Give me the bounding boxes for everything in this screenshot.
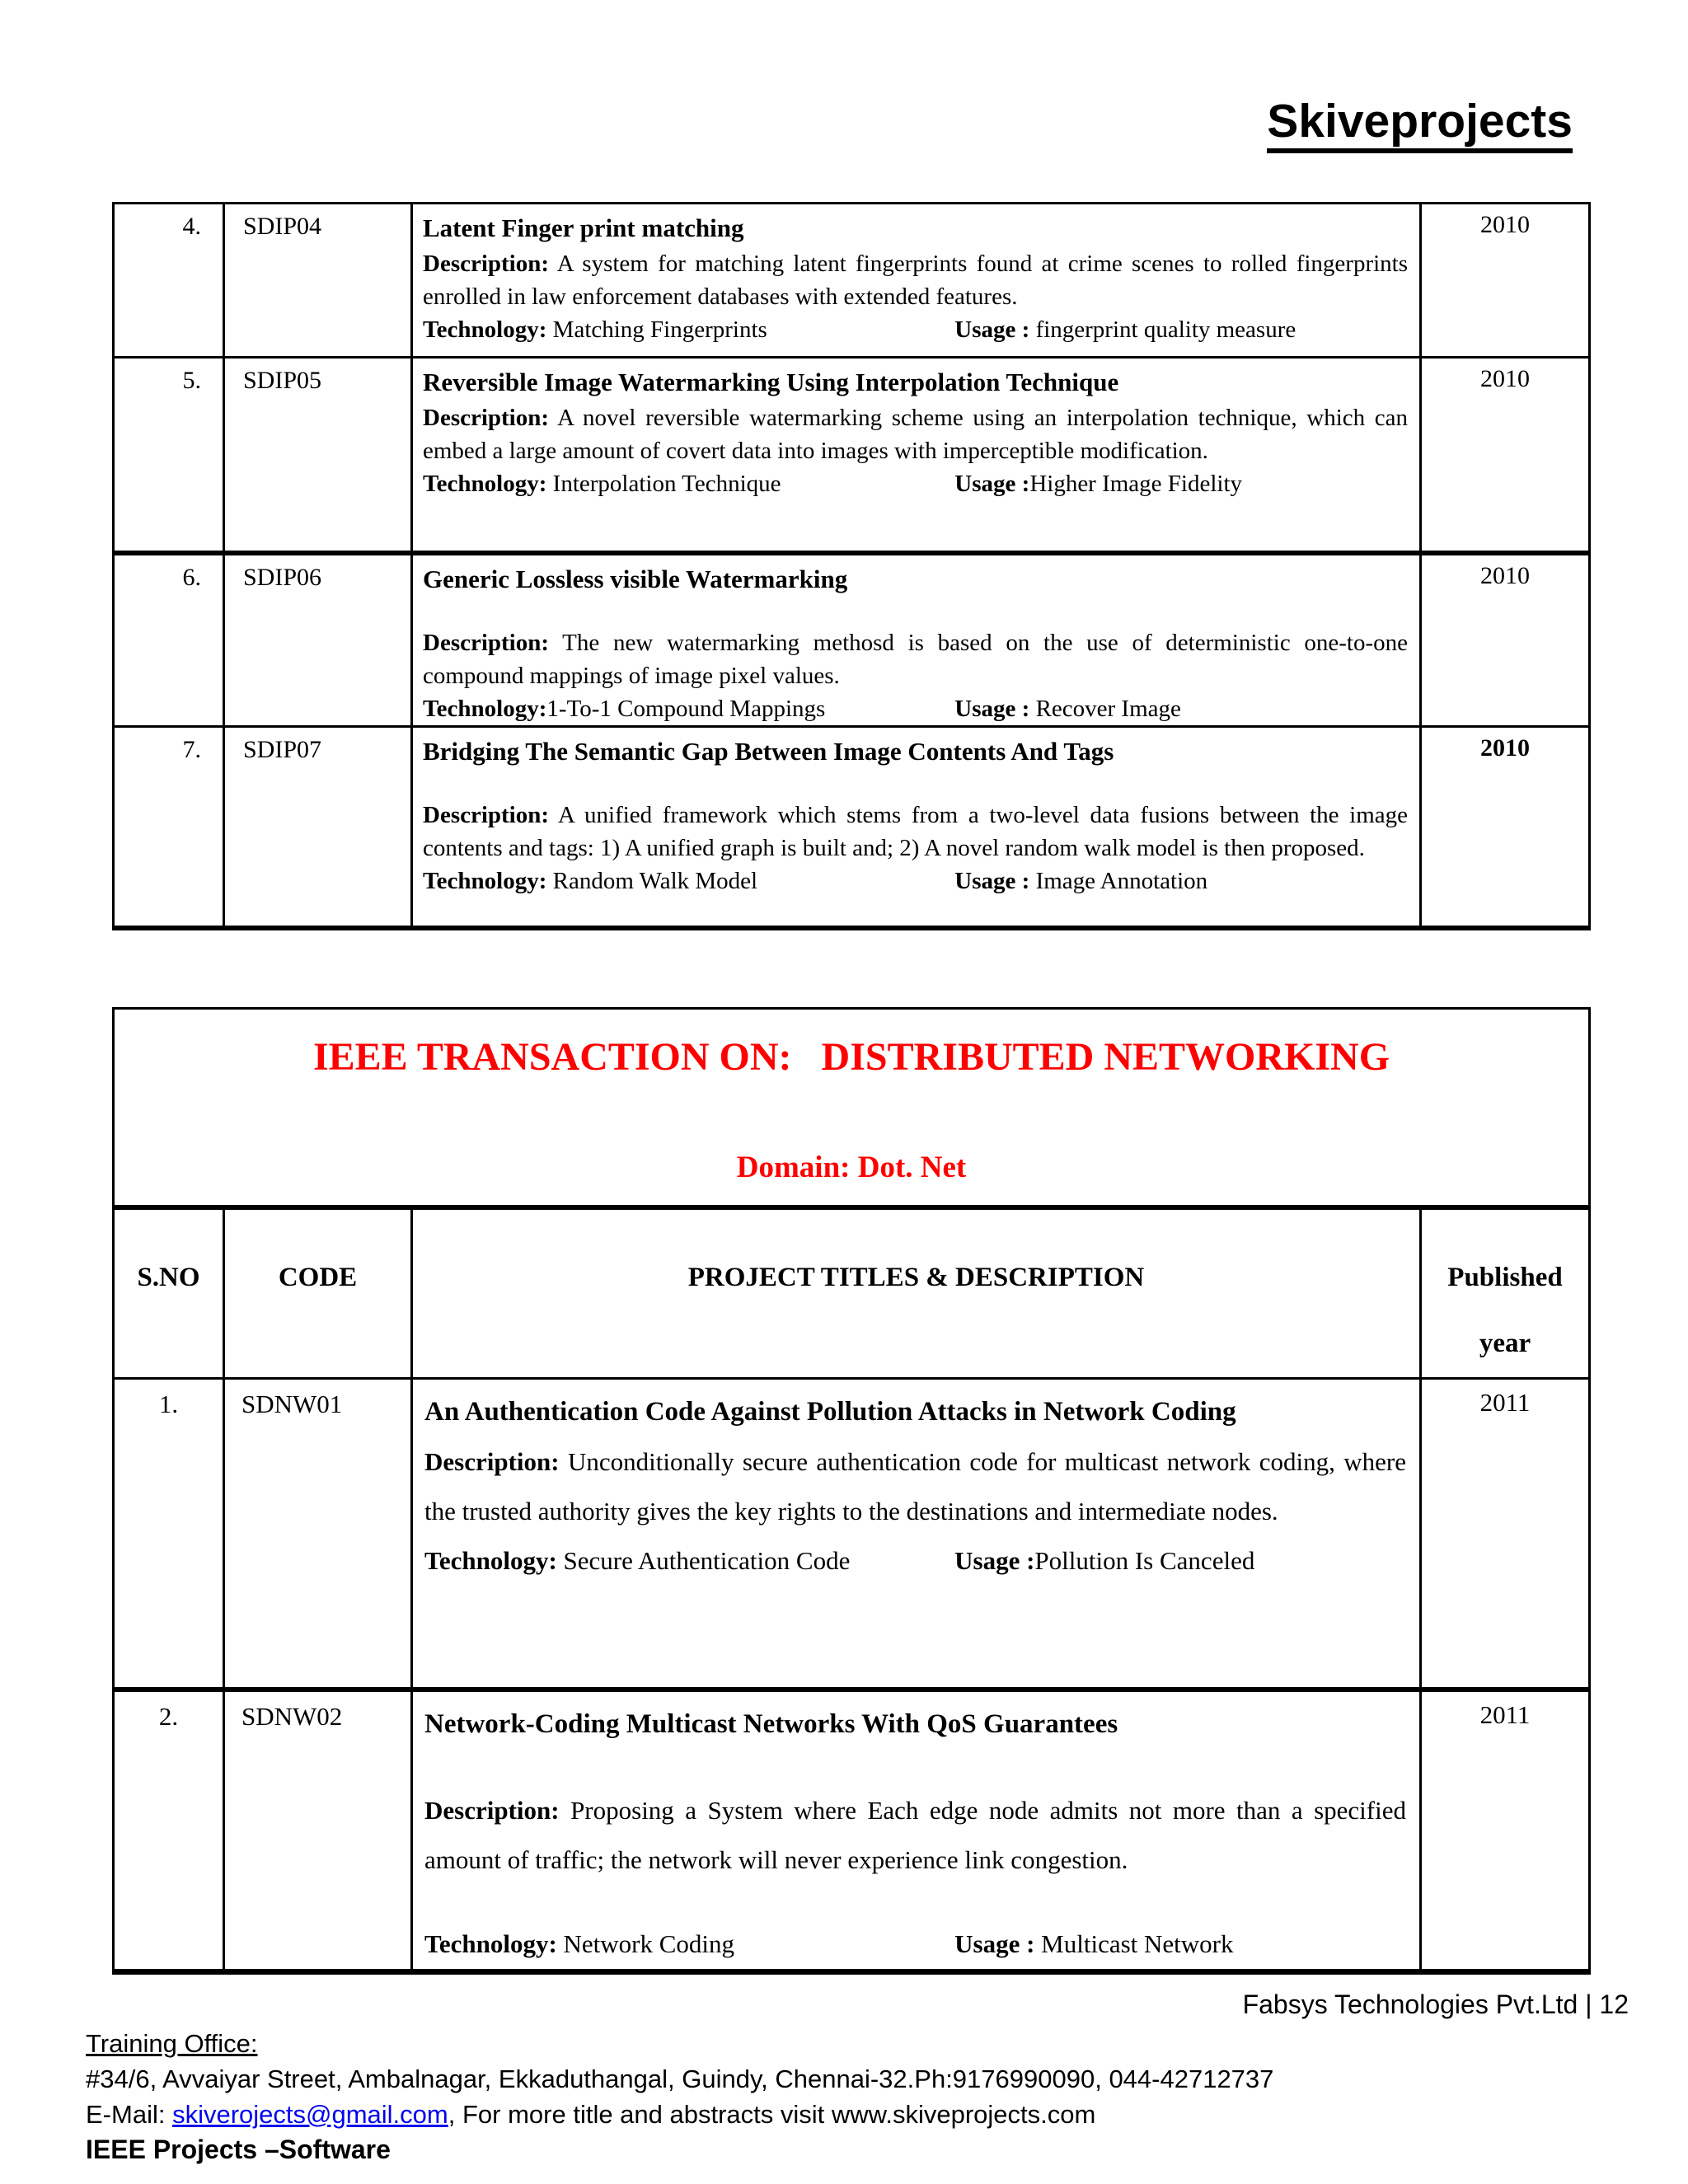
published-line2: year [1479,1328,1531,1358]
column-header-row [114,1207,1590,1379]
field-label: Usage : [954,867,1030,894]
footer-training-office-label: Training Office: [86,2029,258,2058]
field-label: Technology: [424,1545,557,1575]
project-cell [412,1690,1421,1972]
tech-usage-line [424,1919,1406,1969]
email-label: E-Mail: [86,2100,173,2129]
project-description: Description: A system for matching latent fingerprints found at crime scenes to rolled fingerprints enrolled in law enforcement databases with extended features. [423,251,1408,310]
email-rest: , For more title and abstracts visit www.skiveprojects.com [448,2100,1096,2129]
code-cell: SDIP05 [224,358,412,553]
project-description: Description: The new watermarking methosd is based on the use of deterministic one-to-one compound mappings of image pixel values. [423,629,1408,689]
project-description: Description: A unified framework which stems from a two-level data fusions between the image contents and tags: 1) A unified graph is built and; 2) A novel random walk model is then proposed. [423,801,1408,861]
sno-cell: 4. [114,204,224,358]
project-cell [412,358,1421,553]
project-description: Description: A novel reversible watermarking scheme using an interpolation technique, which can embed a large amount of covert data into images with imperceptible modification. [423,405,1408,464]
code-cell: SDNW02 [224,1690,412,1972]
footer-address: #34/6, Avvaiyar Street, Ambalnagar, Ekkaduthangal, Guindy, Chennai-32.Ph:9176990090, 044-42712737 [86,2064,1274,2093]
section-title: IEEE TRANSACTION ON: DISTRIBUTED NETWORKING [312,1035,1390,1079]
footer-company-page-number: Fabsys Technologies Pvt.Ltd | 12 [1242,1990,1629,2019]
field-label: Technology: [424,1929,557,1958]
section-header-row [114,1009,1590,1207]
tech-usage-line [423,467,1408,500]
field-label: Technology: [423,695,547,722]
field-label: Description: [423,801,550,828]
field-label: Usage : [954,1545,1035,1575]
published-year-cell: 2010 [1421,358,1590,553]
table-row [114,1690,1590,1972]
published-line1: Published [1447,1262,1563,1292]
sno-cell: 5. [114,358,224,553]
tech-usage-line [423,692,1408,725]
field-label: Usage : [954,316,1030,343]
column-header-code: CODE [224,1207,412,1379]
usage-field: Usage : fingerprint quality measure [954,316,1296,343]
table-row [114,204,1590,358]
field-label: Description: [423,251,550,277]
field-label: Technology: [423,867,547,894]
technology-field: Technology: Network Coding [424,1929,735,1958]
published-year-cell: 2010 [1421,204,1590,358]
table-row [114,553,1590,727]
sno-cell: 1. [114,1378,224,1690]
sno-cell: 2. [114,1690,224,1972]
usage-field: Usage :Pollution Is Canceled [954,1545,1255,1575]
projects-table-image-processing [112,202,1591,930]
code-cell: SDNW01 [224,1378,412,1690]
projects-table-distributed-networking [112,1007,1591,1975]
technology-field: Technology: Matching Fingerprints [423,316,767,343]
project-cell [412,553,1421,727]
column-header-titles: PROJECT TITLES & DESCRIPTION [412,1207,1421,1379]
sno-cell: 7. [114,726,224,928]
field-label: Description: [424,1796,560,1825]
published-year-cell: 2011 [1421,1690,1590,1972]
published-year-cell: 2010 [1421,726,1590,928]
published-year-cell: 2010 [1421,553,1590,727]
field-label: Description: [423,405,550,431]
field-label: Usage : [954,695,1030,722]
column-header-sno: S.NO [114,1207,224,1379]
code-cell: SDIP07 [224,726,412,928]
technology-field: Technology: Random Walk Model [423,867,758,894]
tech-usage-line [423,865,1408,898]
footer-ieee-projects: IEEE Projects –Software [86,2135,391,2164]
project-cell [412,204,1421,358]
field-label: Description: [424,1446,560,1476]
technology-field: Technology:1-To-1 Compound Mappings [423,695,826,722]
column-header-published [1421,1207,1590,1379]
tech-usage-line [424,1536,1406,1586]
project-title: Latent Finger print matching [423,213,744,242]
technology-field: Technology: Secure Authentication Code [424,1545,851,1575]
field-label: Usage : [954,1929,1035,1958]
usage-field: Usage : Multicast Network [954,1929,1234,1958]
field-label: Technology: [423,471,547,497]
section-header-cell [114,1009,1590,1207]
table-row [114,726,1590,928]
table-row [114,1378,1590,1690]
field-label: Technology: [423,316,547,343]
project-cell [412,1378,1421,1690]
usage-field: Usage : Image Annotation [954,867,1208,894]
project-title: Network-Coding Multicast Networks With QoS Guarantees [424,1709,1118,1739]
project-description: Description: Proposing a System where Each edge node admits not more than a specified amount of traffic; the network will never experience link congestion. [424,1796,1406,1874]
project-title: Reversible Image Watermarking Using Interpolation Technique [423,368,1119,396]
usage-field: Usage :Higher Image Fidelity [954,471,1243,497]
code-cell: SDIP04 [224,204,412,358]
published-year-cell: 2011 [1421,1378,1590,1690]
section-domain: Domain: Dot. Net [736,1151,967,1184]
table-row [114,358,1590,553]
footer-email-line [86,2100,1095,2130]
usage-field: Usage : Recover Image [954,695,1181,722]
project-title: Generic Lossless visible Watermarking [423,564,848,593]
project-title: An Authentication Code Against Pollution Attacks in Network Coding [424,1396,1236,1427]
field-label: Description: [423,629,550,656]
tech-usage-line [423,313,1408,346]
technology-field: Technology: Interpolation Technique [423,471,781,497]
email-link[interactable]: skiverojects@gmail.com [172,2100,448,2129]
brand-header: Skiveprojects [1267,96,1573,153]
sno-cell: 6. [114,553,224,727]
project-cell [412,726,1421,928]
code-cell: SDIP06 [224,553,412,727]
project-description: Description: Unconditionally secure authentication code for multicast network coding, where the trusted authority gives the key rights to the destinations and intermediate nodes. [424,1446,1406,1526]
project-title: Bridging The Semantic Gap Between Image Contents And Tags [423,736,1114,766]
field-label: Usage : [954,471,1030,497]
